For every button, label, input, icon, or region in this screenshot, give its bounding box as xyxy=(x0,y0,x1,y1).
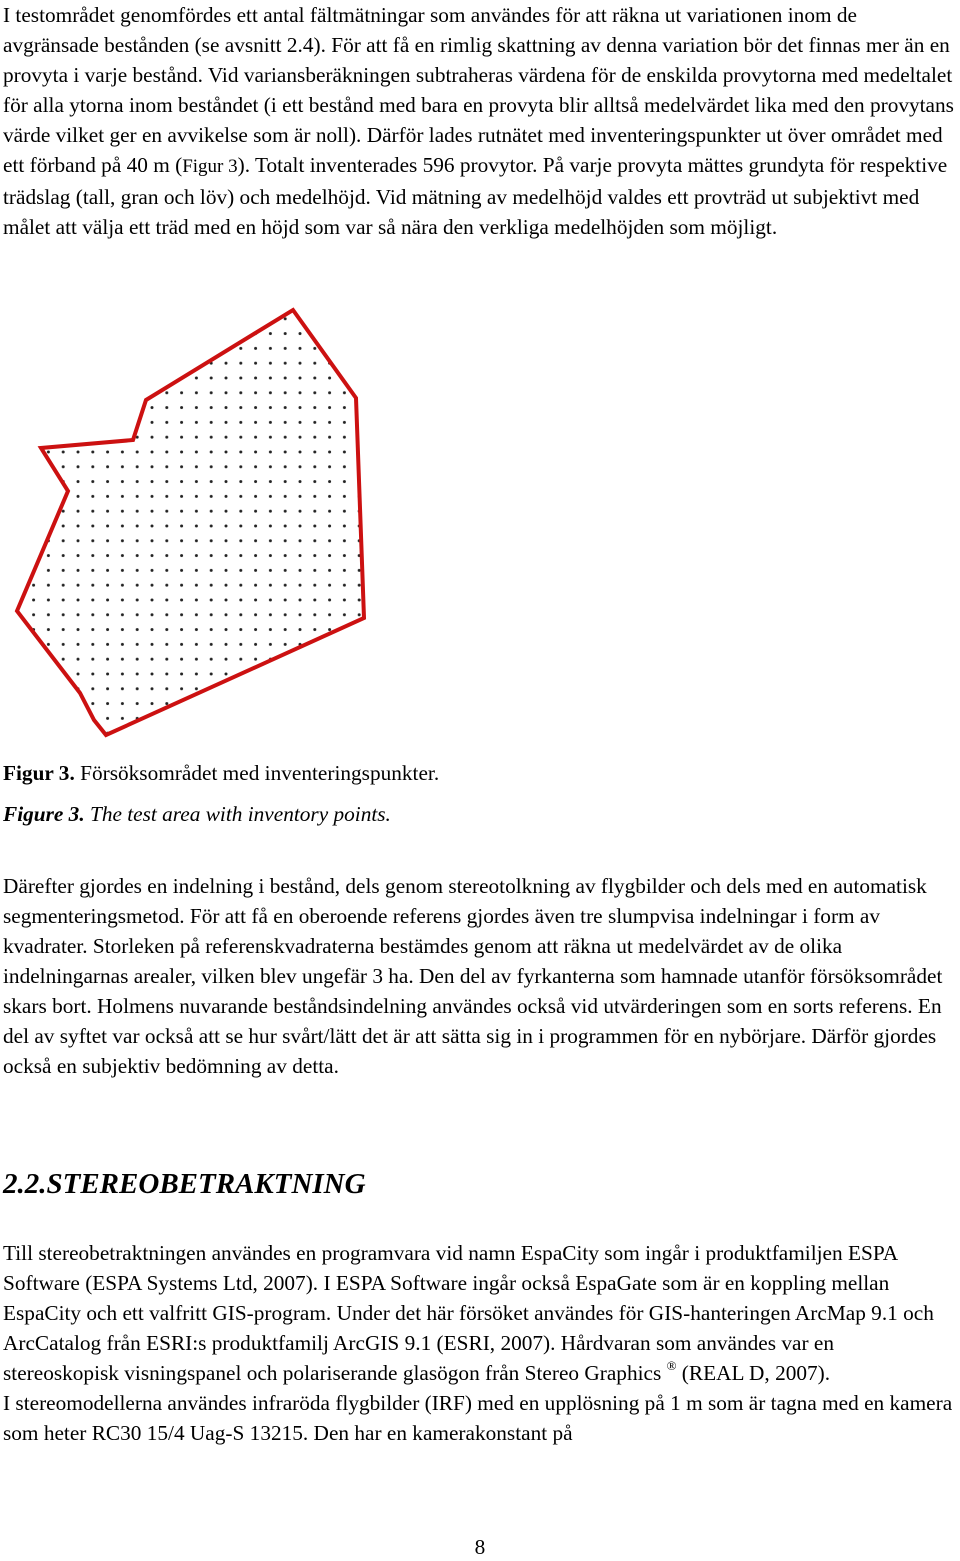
caption-label-en: Figure 3. xyxy=(3,802,85,826)
figure-caption-english xyxy=(3,799,391,829)
paragraph-stand-division: Därefter gjordes en indelning i bestånd, dels genom stereotolkning av flygbilder och dels med en automatisk segmenteringsmetod. För att få en oberoende referens gjordes även tre slumpvisa indelningar i form av kvadrater. Storleken på referenskvadraterna bestämdes genom att räkna ut medelvärdet av de olika indelningarnas arealer, vilken blev ungefär 3 ha. Den del av fyrkanterna som hamnade utanför försöksområdet skars bort. Holmens nuvarande beståndsindelning användes också vid utvärderingen som en sorts referens. En del av syftet var också att se hur svårt/lätt det är att sätta sig in i programmen för en nybörjare. Därför gjordes också en subjektiv bedömning av detta. xyxy=(3,874,943,1078)
page-number: 8 xyxy=(474,1535,486,1559)
paragraph-3-text-c: I stereomodellerna användes infraröda flygbilder (IRF) med en upplösning på 1 m som är tagna med en kamera som heter RC30 15/4 Uag-S 13215. Den har en kamerakonstant på xyxy=(3,1391,953,1445)
paragraph-3-text-b: (REAL D, 2007). xyxy=(676,1361,831,1385)
test-area-map xyxy=(0,300,380,750)
figure-caption-swedish xyxy=(3,758,439,788)
caption-label-sv: Figur 3. xyxy=(3,761,75,785)
paragraph-1-text-b: ). Totalt inventerades 596 provytor. På varje provyta mättes grundyta för respektive trädslag (tall, gran och löv) och medelhöjd. Vid mätning av medelhöjd valdes ett provträd ut subjektivt med målet att välja ett träd med en höjd som var så nära den verkliga medelhöjden som möjligt. xyxy=(3,153,948,239)
paragraph-1-text-a: I testområdet genomfördes ett antal fältmätningar som användes för att räkna ut variationen inom de avgränsade bestånden (se avsnitt 2.4). För att få en rimlig skattning av denna variation bör det finnas mer än en provyta i varje bestånd. Vid variansberäkningen subtraheras värdena för de enskilda provytorna med medeltalet för alla ytorna inom beståndet (i ett bestånd med bara en provyta blir alltså medelvärdet lika med den provytans värde vilket ger en avvikelse som är noll). Därför lades rutnätet med inventeringspunkter ut över området med ett förband på 40 m ( xyxy=(3,3,954,177)
paragraph-3-text-a: Till stereobetraktningen användes en programvara vid namn EspaCity som ingår i produktfamiljen ESPA Software (ESPA Systems Ltd, 2007). I ESPA Software ingår också EspaGate som är en koppling mellan EspaCity och ett valfritt GIS-program. Under det här försöket användes för GIS-hanteringen ArcMap 9.1 och ArcCatalog från ESRI:s produktfamilj ArcGIS 9.1 (ESRI, 2007). Hårdvaran som användes var en stereoskopisk visningspanel och polariserande glasögon från Stereo Graphics xyxy=(3,1241,934,1385)
inventory-points-grid xyxy=(0,300,380,750)
registered-mark: ® xyxy=(666,1357,677,1373)
figure-reference: Figur 3 xyxy=(182,156,238,177)
caption-text-en: The test area with inventory points. xyxy=(84,802,391,826)
paragraph-field-measurements xyxy=(3,0,955,242)
caption-text-sv: Försöksområdet med inventeringspunkter. xyxy=(74,761,440,785)
section-heading: 2.2.STEREOBETRAKTNING xyxy=(3,1168,366,1200)
figure-test-area xyxy=(0,300,380,750)
paragraph-stereo-viewing xyxy=(3,1238,955,1448)
